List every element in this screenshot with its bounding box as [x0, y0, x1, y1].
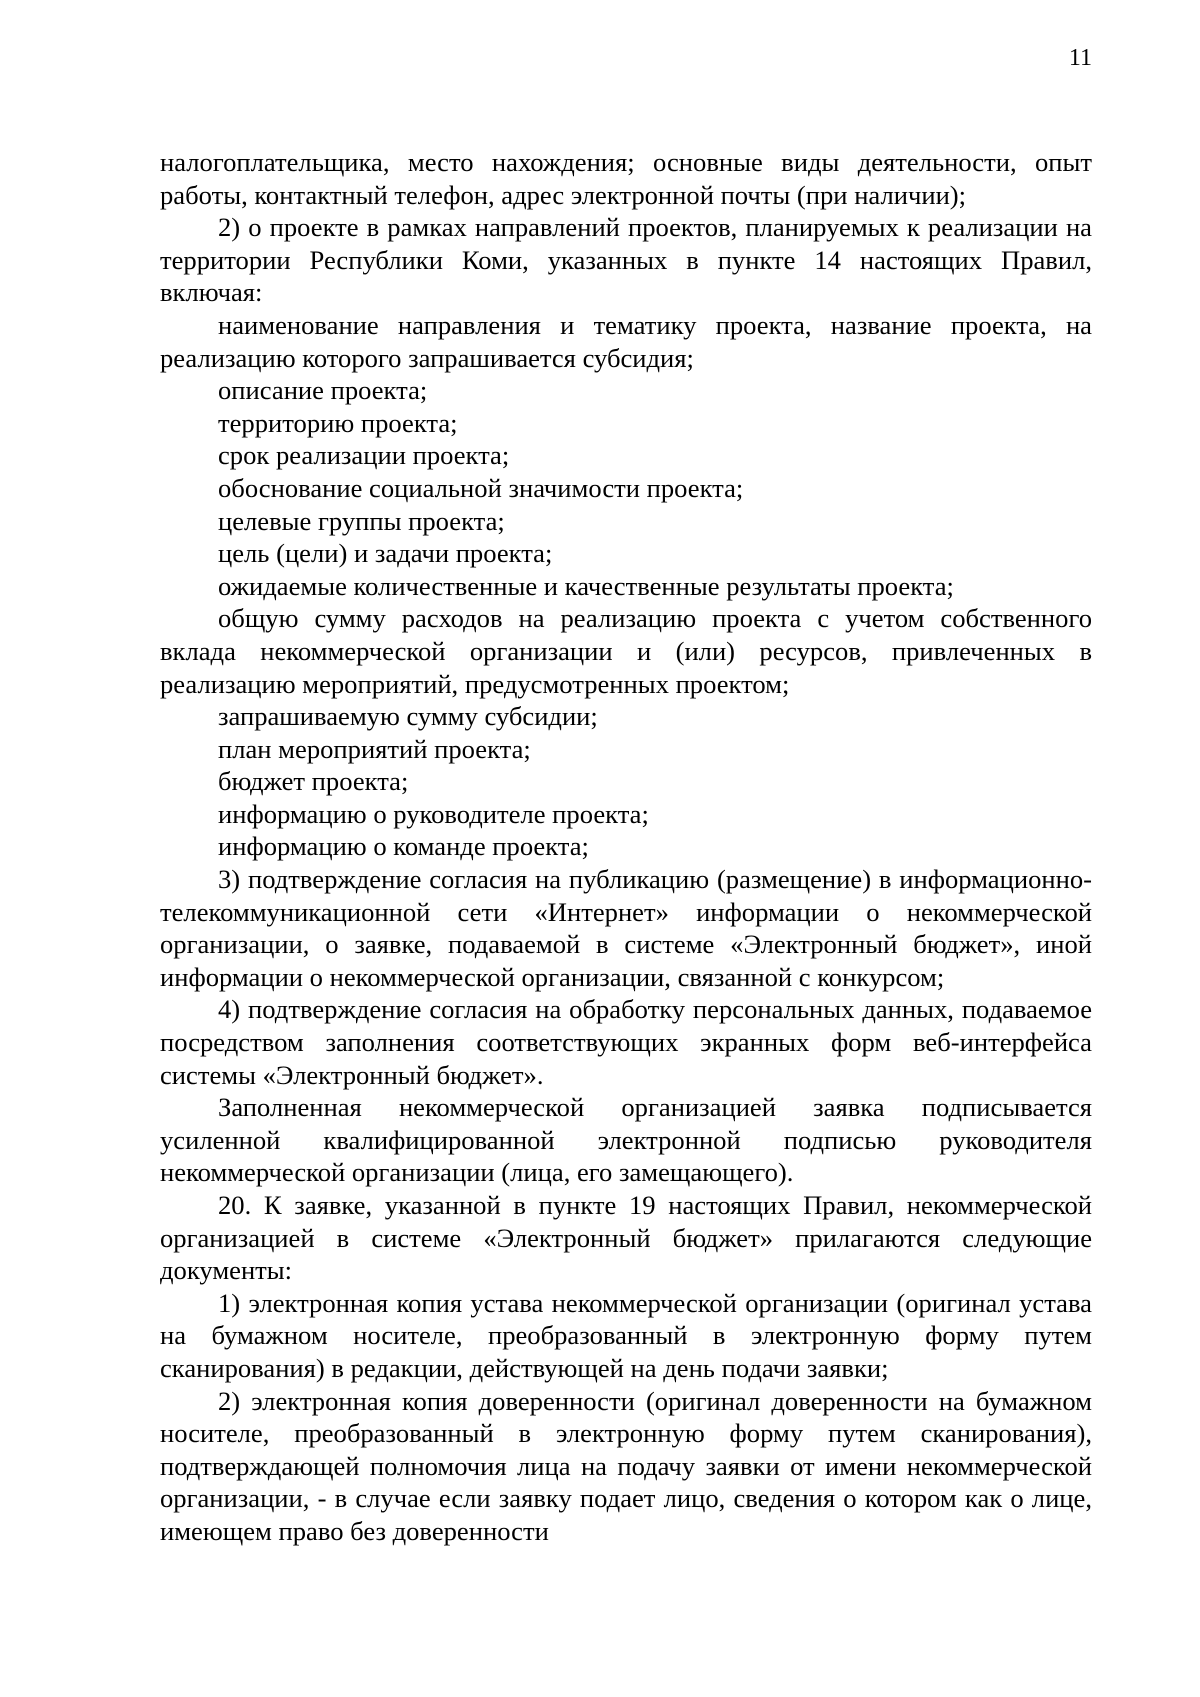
body-text: [160, 146, 1092, 1548]
paragraph-signature: Заполненная некоммерческой организацией заявка подписывается усиленной квалифицированной электронной подписью руководителя некоммерческой организации (лица, его замещающего).: [160, 1092, 1092, 1188]
list-item-expected-results: ожидаемые количественные и качественные результаты проекта;: [218, 570, 954, 601]
list-item-direction-and-topic: наименование направления и тематику проекта, название проекта, на реализацию которого запрашивается субсидия;: [160, 309, 1092, 373]
list-item-term: срок реализации проекта;: [218, 440, 510, 471]
list-item-total-costs: общую сумму расходов на реализацию проекта с учетом собственного вклада некоммерческой организации и (или) ресурсов, привлеченных в реализацию мероприятий, предусмотренных проектом;: [160, 603, 1092, 699]
list-item-goals-and-tasks: цель (цели) и задачи проекта;: [218, 538, 553, 569]
list-item-requested-subsidy: запрашиваемую сумму субсидии;: [218, 701, 598, 732]
paragraph-document-1-charter: 1) электронная копия устава некоммерческой организации (оригинал устава на бумажном носителе, преобразованный в электронную форму путем сканирования) в редакции, действующей на день подачи заявки;: [160, 1287, 1092, 1383]
paragraph-item-2-project: 2) о проекте в рамках направлений проектов, планируемых к реализации на территории Республики Коми, указанных в пункте 14 настоящих Правил, включая:: [160, 212, 1092, 308]
page-number: 11: [1068, 45, 1092, 71]
list-item-target-groups: целевые группы проекта;: [218, 505, 505, 536]
list-item-activity-plan: план мероприятий проекта;: [218, 733, 531, 764]
list-item-social-significance: обоснование социальной значимости проекта;: [218, 472, 744, 503]
paragraph-taxpayer-info: налогоплательщика, место нахождения; основные виды деятельности, опыт работы, контактный телефон, адрес электронной почты (при наличии);: [160, 147, 1092, 210]
paragraph-item-3-publication-consent: 3) подтверждение согласия на публикацию (размещение) в информационно-телекоммуникационной сети «Интернет» информации о некоммерческой организации, о заявке, подаваемой в системе «Электронный бюджет», иной информации о некоммерческой организации, связанной с конкурсом;: [160, 864, 1092, 992]
list-item-budget: бюджет проекта;: [218, 766, 409, 797]
paragraph-item-4-personal-data-consent: 4) подтверждение согласия на обработку персональных данных, подаваемое посредством заполнения соответствующих экранных форм веб-интерфейса системы «Электронный бюджет».: [160, 994, 1092, 1090]
list-item-territory: территорию проекта;: [218, 407, 458, 438]
list-item-project-team: информацию о команде проекта;: [218, 831, 589, 862]
list-item-description: описание проекта;: [218, 375, 428, 406]
paragraph-clause-20: 20. К заявке, указанной в пункте 19 настоящих Правил, некоммерческой организацией в системе «Электронный бюджет» прилагаются следующие документы:: [160, 1190, 1092, 1286]
list-item-project-manager: информацию о руководителе проекта;: [218, 798, 649, 829]
paragraph-document-2-power-of-attorney: 2) электронная копия доверенности (оригинал доверенности на бумажном носителе, преобразованный в электронную форму путем сканирования), подтверждающей полномочия лица на подачу заявки от имени некоммерческой организации, - в случае если заявку подает лицо, сведения о котором как о лице, имеющем право без доверенности: [160, 1385, 1092, 1546]
